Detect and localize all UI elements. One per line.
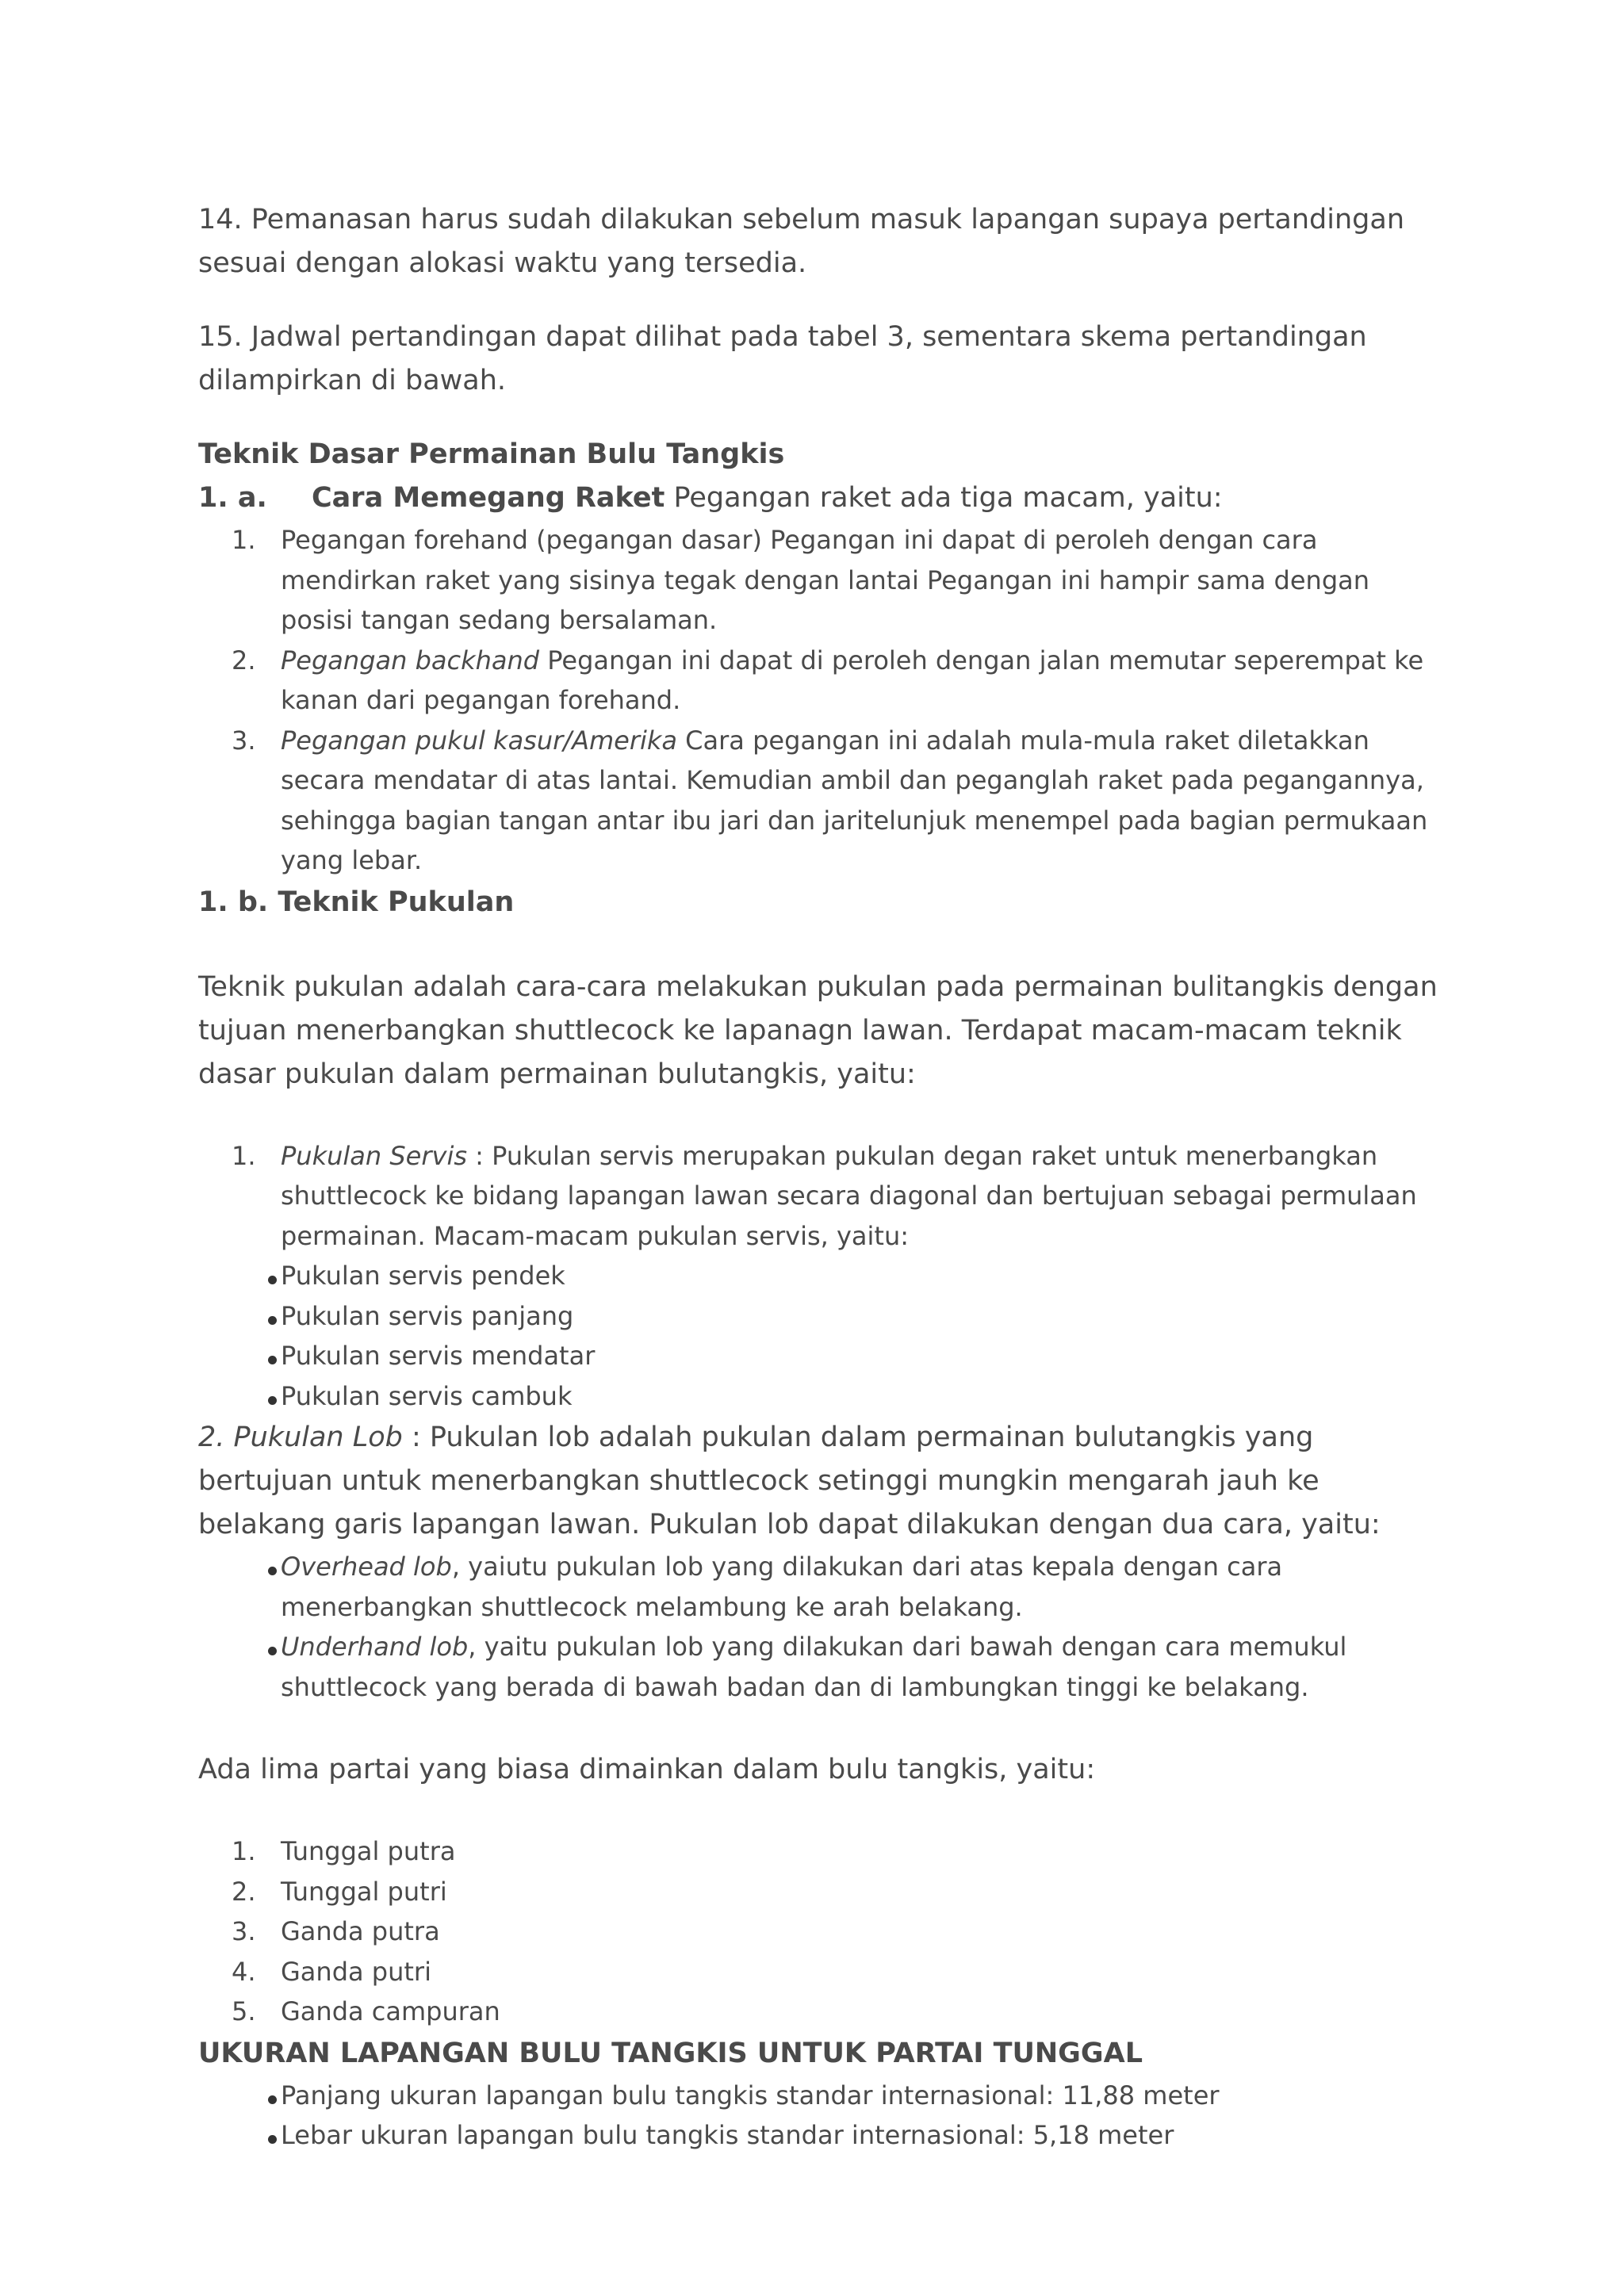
grip-list [198, 520, 1443, 881]
partai-list [198, 1831, 1443, 2032]
bullet-text: Pukulan servis panjang [281, 1300, 574, 1331]
bullet-text: Pukulan servis mendatar [281, 1341, 596, 1371]
bullet-text [281, 1547, 1443, 1627]
bullet-text: Pukulan servis cambuk [281, 1380, 573, 1411]
section-1a-text: Pegangan raket ada tiga macam, yaitu: [665, 482, 1223, 514]
lob-paragraph [198, 1416, 1443, 1547]
list-item [198, 641, 1443, 721]
italic-term: Pegangan pukul kasur/Amerika [281, 725, 677, 756]
list-item [198, 1911, 1443, 1952]
bullet-icon [268, 2135, 277, 2144]
list-item-rest: Pegangan ini dapat di peroleh dengan jalan memutar seperempat ke kanan dari pegangan forehand. [281, 645, 1424, 715]
list-item-text: Ganda putri [281, 1956, 431, 1987]
section-1a-lead: Cara Memegang Raket [312, 482, 665, 514]
section-1a-heading [198, 476, 1443, 520]
list-item-text [281, 721, 1443, 881]
list-item-text: Tunggal putra [281, 1836, 456, 1866]
list-marker: 4. [232, 1956, 256, 1987]
bullet-item [198, 1627, 1443, 1707]
document-content [198, 198, 1443, 2156]
list-marker: 2. [232, 1876, 256, 1907]
lob-list [198, 1547, 1443, 1707]
heading-ukuran-lapangan: UKURAN LAPANGAN BULU TANGKIS UNTUK PARTAI TUNGGAL [198, 2037, 1143, 2069]
list-item-text: Tunggal putri [281, 1876, 447, 1907]
bullet-icon [268, 1396, 277, 1405]
bullet-icon [268, 1647, 277, 1655]
servis-list [198, 1136, 1443, 1417]
list-item [198, 520, 1443, 641]
bullet-item [198, 1547, 1443, 1627]
bullet-text [281, 1627, 1443, 1707]
bullet-item [198, 1336, 1443, 1376]
list-item [198, 1872, 1443, 1912]
list-item-text [281, 641, 1443, 721]
list-marker: 3. [232, 725, 256, 756]
list-item [198, 721, 1443, 881]
bullet-rest: , yaiutu pukulan lob yang dilakukan dari atas kepala dengan cara menerbangkan shuttlecock melambung ke arah belakang. [281, 1552, 1283, 1622]
list-marker: 1. [232, 1140, 256, 1171]
bullet-icon [268, 1276, 277, 1284]
italic-term: 2. Pukulan Lob [198, 1422, 403, 1453]
italic-term: Pukulan Servis [281, 1140, 467, 1171]
list-marker: 2. [232, 645, 256, 675]
list-marker: 3. [232, 1916, 256, 1946]
list-item [198, 1831, 1443, 1872]
bullet-icon [268, 2095, 277, 2104]
bullet-icon [268, 1316, 277, 1325]
list-marker: 1. [232, 1836, 256, 1866]
list-item-text: Ganda campuran [281, 1996, 500, 2026]
bullet-item [198, 1376, 1443, 1417]
bullet-item [198, 1256, 1443, 1296]
heading-teknik-pukulan: 1. b. Teknik Pukulan [198, 886, 515, 918]
italic-term: Pegangan backhand [281, 645, 540, 675]
list-item [198, 1136, 1443, 1257]
section-1a-number: 1. a. [198, 482, 267, 514]
list-marker: 1. [232, 525, 256, 555]
lob-text: : Pukulan lob adalah pukulan dalam permainan bulutangkis yang bertujuan untuk menerbangkan shuttlecock setinggi mungkin mengarah jauh ke belakang garis lapangan lawan. Pukulan lob dapat dilakukan dengan dua cara, yaitu: [198, 1422, 1381, 1540]
list-marker: 5. [232, 1996, 256, 2026]
heading-teknik-dasar: Teknik Dasar Permainan Bulu Tangkis [198, 438, 785, 470]
italic-term: Underhand lob [281, 1632, 469, 1662]
list-item-text: Pegangan forehand (pegangan dasar) Pegangan ini dapat di peroleh dengan cara mendirkan raket yang sisinya tegak dengan lantai Pegangan ini hampir sama dengan posisi tangan sedang bersalaman. [281, 525, 1370, 635]
list-item-text [281, 1136, 1443, 1257]
list-item [198, 1952, 1443, 1992]
list-item-text: Ganda putra [281, 1916, 440, 1946]
bullet-item [198, 1296, 1443, 1337]
list-item-rest: Cara pegangan ini adalah mula-mula raket diletakkan secara mendatar di atas lantai. Kemudian ambil dan peganglah raket pada pegangannya, sehingga bagian tangan antar ibu jari dan jaritelunjuk menempel pada bagian permukaan yang lebar. [281, 725, 1428, 875]
list-item-rest: : Pukulan servis merupakan pukulan degan raket untuk menerbangkan shuttlecock ke bidang lapangan lawan secara diagonal dan bertujuan sebagai permulaan permainan. Macam-macam pukulan servis, yaitu: [281, 1140, 1417, 1251]
bullet-rest: , yaitu pukulan lob yang dilakukan dari bawah dengan cara memukul shuttlecock yang berada di bawah badan dan di lambungkan tinggi ke belakang. [281, 1632, 1347, 1702]
list-item [198, 1992, 1443, 2032]
bullet-item [198, 2115, 1443, 2156]
bullet-icon [268, 1567, 277, 1575]
partai-intro: Ada lima partai yang biasa dimainkan dalam bulu tangkis, yaitu: [198, 1754, 1096, 1785]
bullet-text: Panjang ukuran lapangan bulu tangkis standar internasional: 11,88 meter [281, 2080, 1220, 2110]
ukuran-list [198, 2076, 1443, 2156]
bullet-item [198, 2076, 1443, 2116]
paragraph-15: 15. Jadwal pertandingan dapat dilihat pada tabel 3, sementara skema pertandingan dilampirkan di bawah. [198, 321, 1367, 396]
bullet-text: Pukulan servis pendek [281, 1261, 565, 1291]
bullet-text: Lebar ukuran lapangan bulu tangkis standar internasional: 5,18 meter [281, 2120, 1174, 2150]
pukulan-intro: Teknik pukulan adalah cara-cara melakukan pukulan pada permainan bulitangkis dengan tujuan menerbangkan shuttlecock ke lapanagn lawan. Terdapat macam-macam teknik dasar pukulan dalam permainan bulutangkis, yaitu: [198, 970, 1438, 1090]
bullet-icon [268, 1356, 277, 1364]
paragraph-14: 14. Pemanasan harus sudah dilakukan sebelum masuk lapangan supaya pertandingan sesuai dengan alokasi waktu yang tersedia. [198, 204, 1405, 279]
italic-term: Overhead lob [281, 1552, 452, 1582]
